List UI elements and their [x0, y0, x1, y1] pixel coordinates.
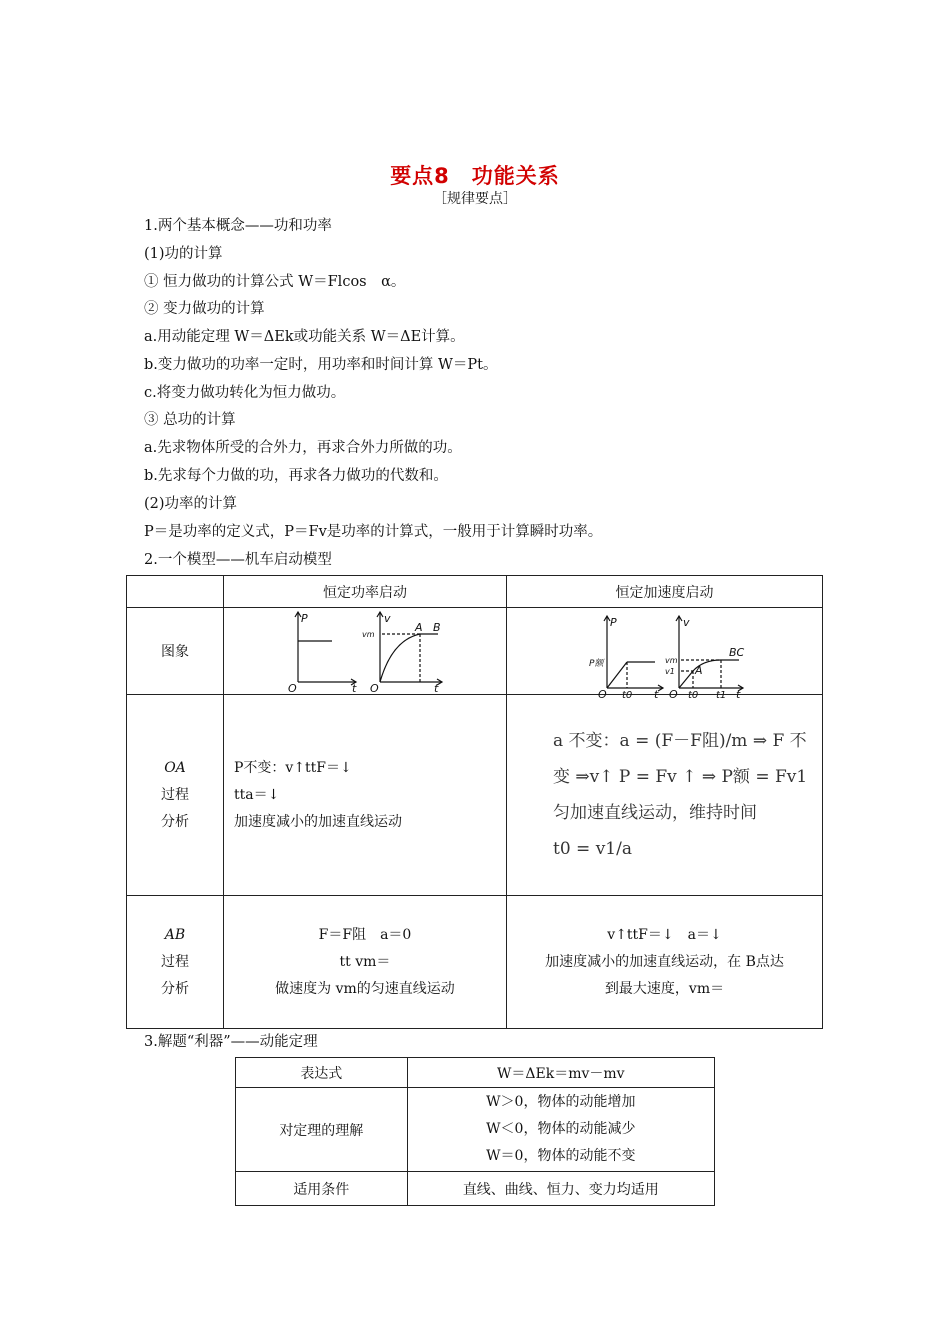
- axis-label-t: t: [434, 682, 439, 695]
- header-constant-acceleration: 恒定加速度启动: [507, 576, 823, 608]
- v1-label: v1: [665, 667, 675, 676]
- cond-label: 适用条件: [236, 1172, 408, 1206]
- kinetic-energy-theorem-table: [235, 1057, 715, 1206]
- point-a-label: A: [695, 664, 703, 677]
- axis-label-v: v: [683, 616, 690, 629]
- oa-power-line: 加速度减小的加速直线运动: [234, 813, 402, 830]
- text-line: a.用动能定理 W＝ΔEk或功能关系 W＝ΔE计算。: [144, 329, 465, 345]
- axis-label-p: P: [301, 612, 308, 625]
- locomotive-start-table: [126, 575, 823, 1029]
- ab-power-line: 做速度为 vm的匀速直线运动: [275, 980, 455, 997]
- origin-label: O: [288, 682, 297, 695]
- ab-constant-power-cell: [224, 896, 507, 1029]
- text-line: b.先求每个力做的功，再求各力做功的代数和。: [144, 468, 448, 484]
- header-constant-power: 恒定功率启动: [224, 576, 507, 608]
- vm-label: vm: [362, 630, 375, 639]
- oa-constant-accel-cell: [507, 695, 823, 896]
- row-label-graph: 图象: [127, 608, 224, 695]
- point-bc-label: BC: [729, 646, 745, 659]
- label-analysis: 分析: [161, 980, 189, 997]
- t0-label: t0: [622, 690, 633, 701]
- point-a-label: A: [415, 621, 423, 634]
- page-subtitle: ［规律要点］: [433, 191, 517, 207]
- understand-line: W＜0，物体的动能减少: [486, 1121, 636, 1137]
- oa-accel-line: a 不变：a = (F－F阻)/m ⇒ F 不: [553, 731, 807, 751]
- section-heading: 3.解题“利器”——动能定理: [144, 1034, 318, 1050]
- constant-acceleration-graphs: [507, 608, 822, 701]
- oa-constant-power-cell: [224, 695, 507, 896]
- text-line: P＝是功率的定义式，P＝Fv是功率的计算式，一般用于计算瞬时功率。: [144, 524, 603, 540]
- oa-accel-line: t0 = v1/a: [553, 839, 632, 859]
- graph-cell-constant-power: [224, 608, 507, 695]
- origin-label: O: [669, 688, 678, 701]
- ab-power-line: tt vm＝: [339, 953, 391, 970]
- text-line: a.先求物体所受的合外力，再求合外力所做的功。: [144, 440, 462, 456]
- understand-line: W＝0，物体的动能不变: [486, 1148, 636, 1164]
- text-line: (2)功率的计算: [144, 496, 238, 512]
- constant-power-graphs: [224, 608, 506, 694]
- oa-accel-line: 变 ⇒v↑ P = Fv ↑ ⇒ P额 = Fv1: [553, 767, 808, 787]
- vm-label: vm: [665, 656, 678, 665]
- label-oa: OA: [164, 759, 186, 776]
- origin-label: O: [598, 688, 607, 701]
- text-line: ③ 总功的计算: [144, 412, 236, 428]
- text-line: ① 恒力做功的计算公式 W＝Flcos α。: [144, 274, 406, 290]
- page-title: 要点8 功能关系: [390, 164, 560, 188]
- point-b-label: B: [433, 621, 441, 634]
- text-line: 2.一个模型——机车启动模型: [144, 552, 332, 568]
- oa-power-line: P不变：v↑ttF＝↓: [234, 759, 352, 776]
- ab-accel-line: v↑ttF＝↓ a＝↓: [607, 926, 722, 943]
- cond-value: 直线、曲线、恒力、变力均适用: [407, 1172, 714, 1206]
- row-label-oa: [127, 695, 224, 896]
- text-line: ② 变力做功的计算: [144, 301, 265, 317]
- label-process: 过程: [161, 786, 189, 803]
- origin-label: O: [370, 682, 379, 695]
- axis-label-v: v: [384, 612, 391, 625]
- graph-cell-constant-acceleration: [507, 608, 823, 701]
- expr-value: W＝ΔEk＝mv－mv: [407, 1058, 714, 1088]
- text-line: (1)功的计算: [144, 246, 223, 262]
- axis-label-t: t: [654, 688, 659, 701]
- axis-label-t: t: [736, 688, 741, 701]
- t0-label: t0: [688, 690, 699, 701]
- text-line: c.将变力做功转化为恒力做功。: [144, 385, 346, 401]
- text-line: b.变力做功的功率一定时，用功率和时间计算 W＝Pt。: [144, 357, 498, 373]
- understand-label: 对定理的理解: [236, 1088, 408, 1172]
- row-label-ab: [127, 896, 224, 1029]
- oa-accel-line: 匀加速直线运动，维持时间: [553, 803, 757, 823]
- axis-label-t: t: [352, 682, 357, 695]
- label-process: 过程: [161, 953, 189, 970]
- understand-line: W＞0，物体的动能增加: [486, 1094, 636, 1110]
- ab-accel-line: 到最大速度，vm＝: [604, 980, 725, 997]
- label-ab: AB: [164, 926, 186, 943]
- expr-label: 表达式: [236, 1058, 408, 1088]
- ab-power-line: F＝F阻 a＝0: [318, 926, 412, 943]
- label-analysis: 分析: [161, 813, 189, 830]
- table-corner-cell: [127, 576, 224, 608]
- ab-constant-accel-cell: [507, 896, 823, 1029]
- text-line: 1.两个基本概念——功和功率: [144, 218, 332, 234]
- t1-label: t1: [716, 690, 727, 701]
- understand-values: [407, 1088, 714, 1172]
- ab-accel-line: 加速度减小的加速直线运动，在 B点达: [545, 953, 784, 970]
- oa-power-line: tta＝↓: [234, 786, 280, 803]
- axis-label-p: P: [610, 616, 617, 629]
- p-rated-label: P额: [589, 659, 604, 669]
